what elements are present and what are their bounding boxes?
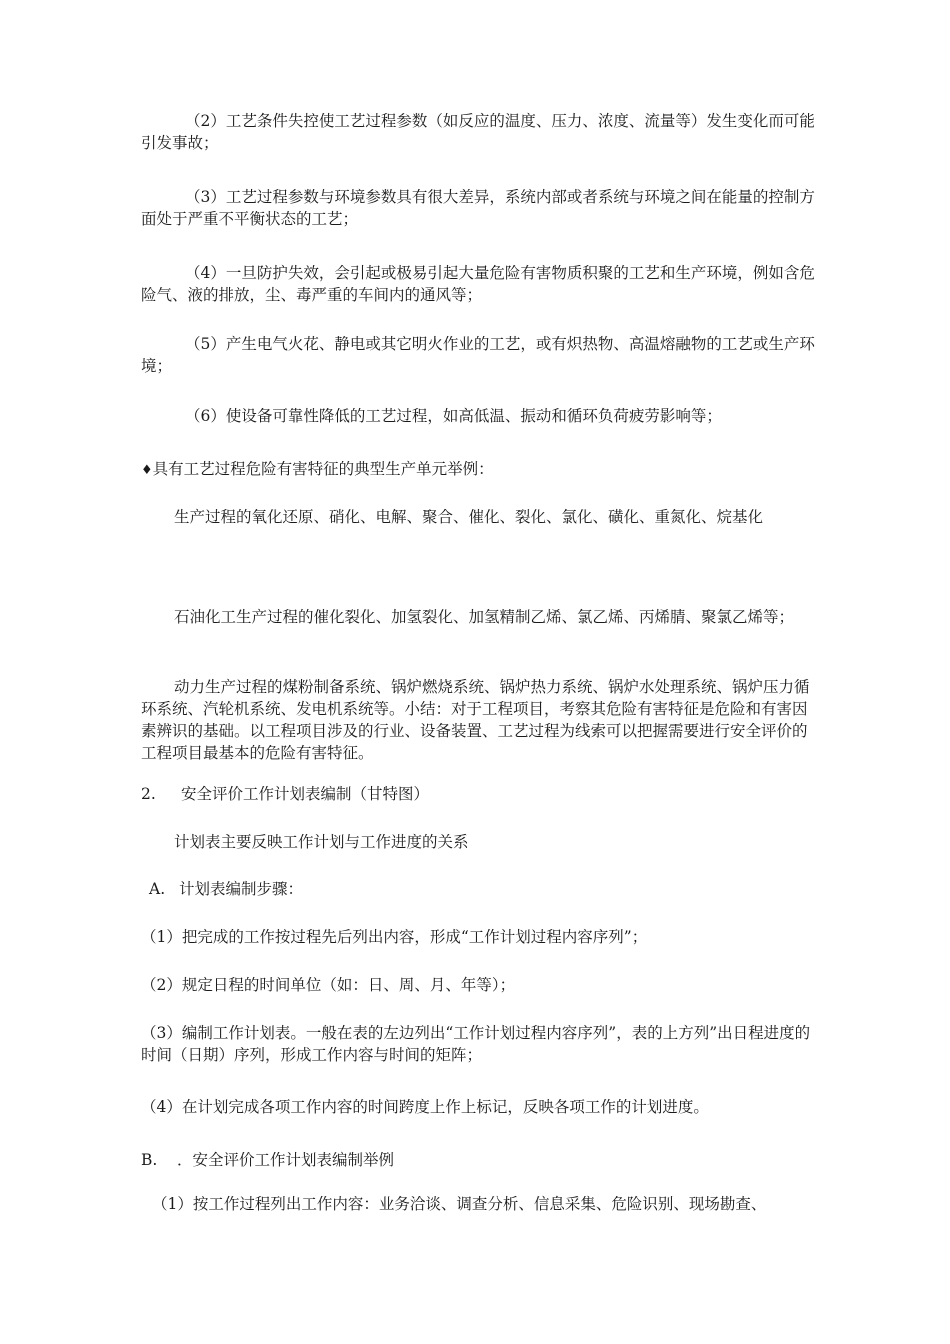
paragraph-item-2: （2）工艺条件失控使工艺过程参数（如反应的温度、压力、浓度、流量等）发生变化而可能引发事故； (141, 112, 815, 152)
subheading-a-title: 计划表编制步骤： (179, 880, 304, 898)
paragraph-intro: 计划表主要反映工作计划与工作进度的关系 (174, 833, 469, 851)
bullet-heading-text: 具有工艺过程危险有害特征的典型生产单元举例： (152, 460, 494, 478)
paragraph-item-3: （3）工艺过程参数与环境参数具有很大差异，系统内部或者系统与环境之间在能量的控制方面处于严重不平衡状态的工艺； (141, 188, 815, 228)
section-heading-2 (141, 783, 815, 805)
section-number: 2. (141, 785, 156, 803)
paragraph-example-1: 生产过程的氧化还原、硝化、电解、聚合、催化、裂化、氯化、磺化、重氮化、烷基化 (174, 508, 764, 526)
step-2: （2）规定日程的时间单位（如：日、周、月、年等）； (141, 976, 516, 994)
subheading-b-letter: B. (141, 1151, 158, 1169)
step-3: （3）编制工作计划表。一般在表的左边列出“工作计划过程内容序列”，表的上方列”出日程进度的时间（日期）序列，形成工作内容与时间的矩阵； (141, 1024, 811, 1064)
example-step-1: （1）按工作过程列出工作内容：业务洽谈、调查分析、信息采集、危险识别、现场勘查、 (152, 1195, 767, 1213)
section-title: 安全评价工作计划表编制（甘特图） (181, 785, 430, 803)
subheading-b (141, 1149, 815, 1171)
step-4: （4）在计划完成各项工作内容的时间跨度上作上标记，反映各项工作的计划进度。 (141, 1098, 709, 1116)
paragraph-item-4: （4）一旦防护失效，会引起或极易引起大量危险有害物质积聚的工艺和生产环境，例如含危险气、液的排放，尘、毒严重的车间内的通风等； (141, 264, 815, 304)
paragraph-item-5: （5）产生电气火花、静电或其它明火作业的工艺，或有炽热物、高温熔融物的工艺或生产环境； (141, 335, 815, 375)
paragraph-item-6: （6）使设备可靠性降低的工艺过程，如高低温、振动和循环负荷疲劳影响等； (185, 407, 722, 425)
bullet-heading (141, 458, 815, 482)
paragraph-example-2: 石油化工生产过程的催化裂化、加氢裂化、加氢精制乙烯、氯乙烯、丙烯腈、聚氯乙烯等； (174, 608, 795, 626)
diamond-bullet-icon: ♦ (141, 463, 153, 478)
subheading-b-title: ．安全评价工作计划表编制举例 (177, 1151, 395, 1169)
step-1: （1）把完成的工作按过程先后列出内容，形成“工作计划过程内容序列”； (141, 928, 648, 946)
subheading-a (141, 878, 823, 900)
paragraph-example-3: 动力生产过程的煤粉制备系统、锅炉燃烧系统、锅炉热力系统、锅炉水处理系统、锅炉压力循环系统、汽轮机系统、发电机系统等。小结：对于工程项目，考察其危险有害特征是危险和有害因素辨识的基础。以工程项目涉及的行业、设备装置、工艺过程为线索可以把握需要进行安全评价的工程项目最基本的危险有害特征。 (141, 678, 810, 762)
subheading-a-letter: A. (149, 880, 166, 898)
